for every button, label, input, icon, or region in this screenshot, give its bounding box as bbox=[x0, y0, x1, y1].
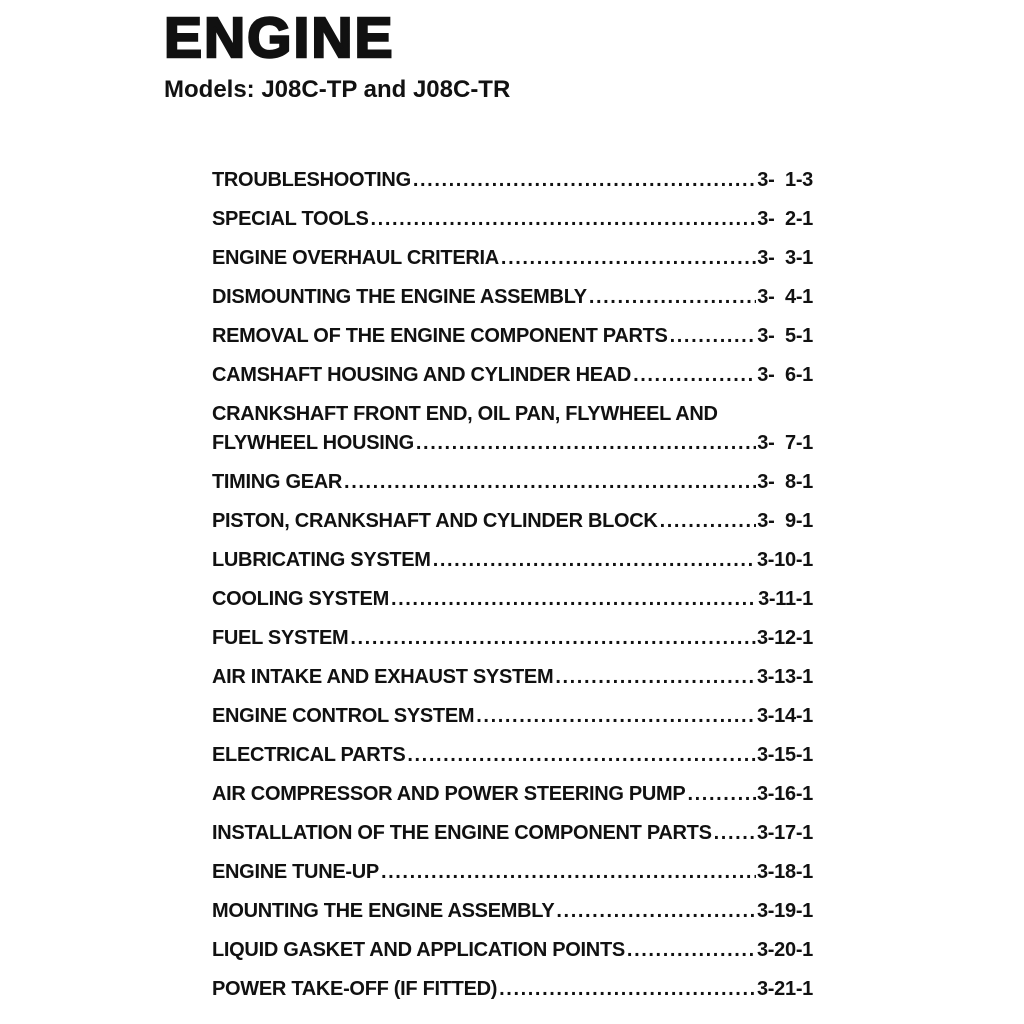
toc-entry-page-number: 3-20-1 bbox=[756, 939, 813, 961]
toc-entry-main-line bbox=[212, 166, 813, 195]
toc-dotted-leader bbox=[633, 361, 756, 390]
toc-entry-page-number: 3-19-1 bbox=[756, 900, 813, 922]
toc-entry-title: ENGINE OVERHAUL CRITERIA bbox=[212, 247, 499, 269]
toc-dotted-leader bbox=[660, 507, 757, 536]
toc-entry-main-line bbox=[212, 741, 813, 770]
toc-entry bbox=[212, 166, 813, 195]
toc-entry-main-line bbox=[212, 663, 813, 692]
toc-entry bbox=[212, 400, 813, 458]
toc-entry-main-line bbox=[212, 975, 813, 1004]
toc-entry-page-number: 3- 3-1 bbox=[757, 247, 813, 269]
toc-entry-title: AIR COMPRESSOR AND POWER STEERING PUMP bbox=[212, 783, 686, 805]
toc-entry-page-number: 3-10-1 bbox=[756, 549, 813, 571]
toc-entry bbox=[212, 361, 813, 390]
toc-dotted-leader bbox=[407, 741, 756, 770]
toc-entry-page-number: 3- 6-1 bbox=[757, 364, 813, 386]
toc-entry-title: TIMING GEAR bbox=[212, 471, 343, 493]
toc-dotted-leader bbox=[589, 283, 756, 312]
toc-entry-main-line bbox=[212, 244, 813, 273]
toc-entry-page-number: 3-13-1 bbox=[756, 666, 813, 688]
toc-entry-page-number: 3- 1-3 bbox=[757, 169, 813, 191]
toc-entry bbox=[212, 468, 813, 497]
toc-dotted-leader bbox=[687, 780, 756, 809]
toc-dotted-leader bbox=[413, 166, 756, 195]
toc-dotted-leader bbox=[371, 205, 757, 234]
toc-entry-title: INSTALLATION OF THE ENGINE COMPONENT PARTS bbox=[212, 822, 712, 844]
toc-entry bbox=[212, 975, 813, 1004]
toc-entry bbox=[212, 546, 813, 575]
toc-entry-page-number: 3-12-1 bbox=[756, 627, 813, 649]
toc-dotted-leader bbox=[344, 468, 756, 497]
toc-entry bbox=[212, 244, 813, 273]
toc-entry-title: ENGINE TUNE-UP bbox=[212, 861, 379, 883]
toc-entry-wrap-line bbox=[212, 400, 813, 429]
toc-entry bbox=[212, 702, 813, 731]
toc-entry-title: MOUNTING THE ENGINE ASSEMBLY bbox=[212, 900, 555, 922]
toc-entry-main-line bbox=[212, 468, 813, 497]
toc-entry bbox=[212, 205, 813, 234]
toc-entry bbox=[212, 780, 813, 809]
page-subtitle-models: Models: J08C-TP and J08C-TR bbox=[164, 76, 511, 103]
toc-entry-title: FLYWHEEL HOUSING bbox=[212, 432, 414, 454]
toc-entry bbox=[212, 507, 813, 536]
toc-entry-page-number: 3-14-1 bbox=[756, 705, 813, 727]
toc-entry-page-number: 3-21-1 bbox=[756, 978, 813, 1000]
toc-entry-main-line bbox=[212, 624, 813, 653]
toc-entry-title: SPECIAL TOOLS bbox=[212, 208, 369, 230]
toc-entry-title: PISTON, CRANKSHAFT AND CYLINDER BLOCK bbox=[212, 510, 658, 532]
toc-dotted-leader bbox=[416, 429, 756, 458]
toc-entry bbox=[212, 936, 813, 965]
toc-entry-main-line bbox=[212, 780, 813, 809]
toc-entry-title: ENGINE CONTROL SYSTEM bbox=[212, 705, 475, 727]
toc-entry bbox=[212, 741, 813, 770]
toc-entry-main-line bbox=[212, 702, 813, 731]
toc-dotted-leader bbox=[555, 663, 756, 692]
toc-dotted-leader bbox=[627, 936, 756, 965]
toc-dotted-leader bbox=[501, 244, 756, 273]
toc-entry-page-number: 3- 8-1 bbox=[757, 471, 813, 493]
toc-entry-page-number: 3- 2-1 bbox=[757, 208, 813, 230]
toc-entry-title: TROUBLESHOOTING bbox=[212, 169, 411, 191]
toc-entry-page-number: 3- 9-1 bbox=[757, 510, 813, 532]
toc-entry bbox=[212, 663, 813, 692]
toc-dotted-leader bbox=[381, 858, 756, 887]
toc-entry-main-line bbox=[212, 507, 813, 536]
toc-entry bbox=[212, 624, 813, 653]
toc-entry-title: COOLING SYSTEM bbox=[212, 588, 389, 610]
toc-entry-page-number: 3- 5-1 bbox=[757, 325, 813, 347]
toc-entry bbox=[212, 585, 813, 614]
toc-entry bbox=[212, 819, 813, 848]
toc-entry-main-line bbox=[212, 322, 813, 351]
toc-dotted-leader bbox=[350, 624, 756, 653]
toc-dotted-leader bbox=[499, 975, 756, 1004]
toc-dotted-leader bbox=[556, 897, 756, 926]
toc-entry-title: ELECTRICAL PARTS bbox=[212, 744, 406, 766]
toc-entry-title: LUBRICATING SYSTEM bbox=[212, 549, 431, 571]
toc-entry-title: CAMSHAFT HOUSING AND CYLINDER HEAD bbox=[212, 364, 632, 386]
toc-entry-title: DISMOUNTING THE ENGINE ASSEMBLY bbox=[212, 286, 587, 308]
toc-entry-page-number: 3-17-1 bbox=[756, 822, 813, 844]
toc-entry-main-line bbox=[212, 361, 813, 390]
toc-entry-main-line bbox=[212, 546, 813, 575]
toc-entry-page-number: 3-18-1 bbox=[756, 861, 813, 883]
toc-entry-main-line bbox=[212, 429, 813, 458]
toc-dotted-leader bbox=[433, 546, 756, 575]
toc-entry-page-number: 3-11-1 bbox=[758, 588, 813, 610]
toc-entry-title: FUEL SYSTEM bbox=[212, 627, 349, 649]
toc-entry bbox=[212, 897, 813, 926]
toc-entry-main-line bbox=[212, 858, 813, 887]
toc-entry bbox=[212, 283, 813, 312]
page-title: ENGINE bbox=[164, 6, 395, 70]
page-header bbox=[164, 6, 511, 104]
toc-entry-main-line bbox=[212, 819, 813, 848]
toc-entry-main-line bbox=[212, 936, 813, 965]
toc-entry-title: LIQUID GASKET AND APPLICATION POINTS bbox=[212, 939, 625, 961]
toc-entry bbox=[212, 322, 813, 351]
toc-dotted-leader bbox=[670, 322, 757, 351]
toc-entry-title: REMOVAL OF THE ENGINE COMPONENT PARTS bbox=[212, 325, 668, 347]
toc-entry-main-line bbox=[212, 205, 813, 234]
toc-entry-title: POWER TAKE-OFF (IF FITTED) bbox=[212, 978, 498, 1000]
toc-entry-page-number: 3- 4-1 bbox=[757, 286, 813, 308]
toc-dotted-leader bbox=[476, 702, 756, 731]
toc-entry-page-number: 3- 7-1 bbox=[757, 432, 813, 454]
toc-entry-page-number: 3-15-1 bbox=[756, 744, 813, 766]
toc-entry-main-line bbox=[212, 897, 813, 926]
toc-entry-title-line1: CRANKSHAFT FRONT END, OIL PAN, FLYWHEEL AND bbox=[212, 403, 718, 425]
table-of-contents bbox=[212, 166, 813, 1014]
toc-entry bbox=[212, 858, 813, 887]
toc-entry-main-line bbox=[212, 283, 813, 312]
toc-entry-main-line bbox=[212, 585, 813, 614]
toc-dotted-leader bbox=[391, 585, 757, 614]
toc-entry-title: AIR INTAKE AND EXHAUST SYSTEM bbox=[212, 666, 554, 688]
toc-entry-page-number: 3-16-1 bbox=[756, 783, 813, 805]
toc-dotted-leader bbox=[714, 819, 756, 848]
